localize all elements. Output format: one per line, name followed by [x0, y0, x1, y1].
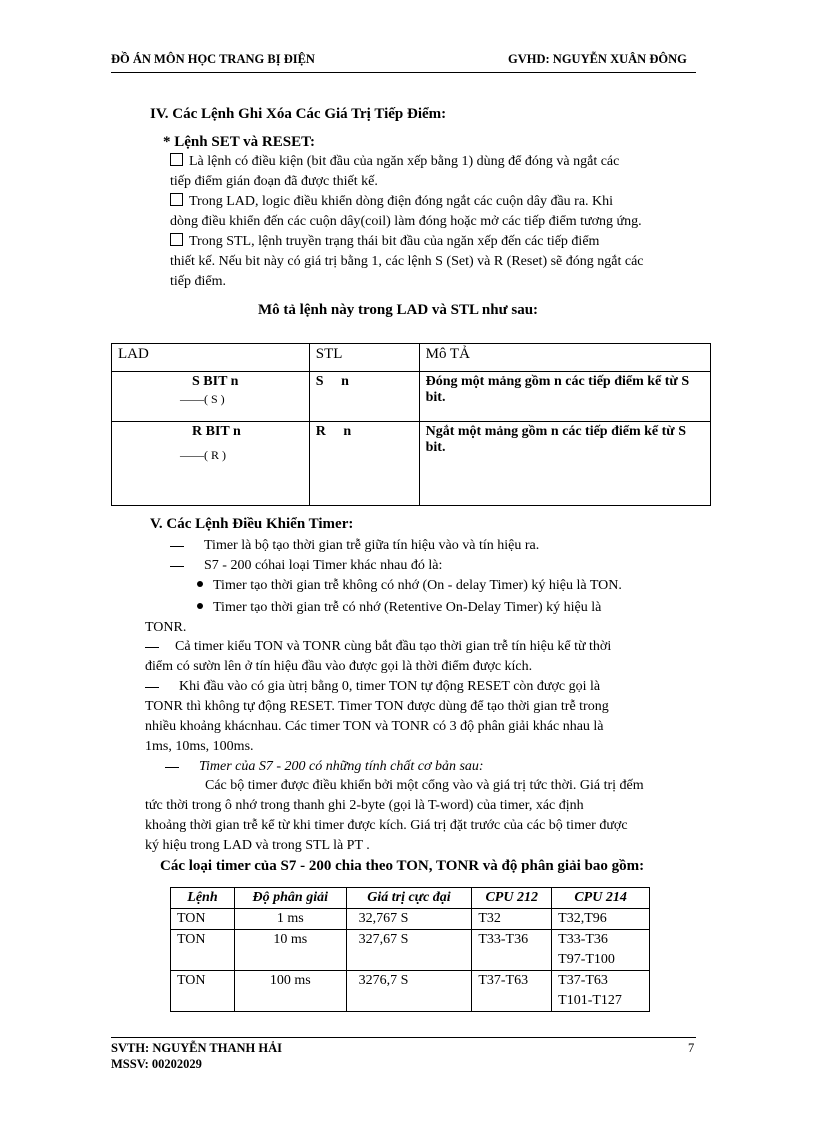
s5-p1-line2: điểm có sườn lên ở tín hiệu đầu vào được gọi là thời điểm được kích.	[145, 659, 533, 674]
table-row: TON 100 ms 3276,7 S T37-T63 T37-T63 T101-T127	[171, 971, 650, 1012]
s5-bullet1: Timer tạo thời gian trễ không có nhớ (On - delay Timer) ký hiệu là TON.	[197, 576, 622, 596]
section4-subheading: * Lệnh SET và RESET:	[163, 134, 315, 150]
timer-table	[170, 887, 650, 1012]
dot-bullet-icon	[197, 603, 203, 609]
lad-label: R BIT n	[192, 424, 241, 439]
s5-p3-line3: khoảng thời gian trễ kể từ khi timer được kích. Giá trị đặt trước của các bộ timer được	[145, 818, 628, 833]
table2-caption: Các loại timer của S7 - 200 chia theo TON, TONR và độ phân giải bao gồm:	[160, 858, 645, 874]
dash-bullet-icon	[165, 767, 179, 768]
table2-header: CPU 212	[472, 888, 552, 909]
table1-cell-lad	[112, 422, 310, 506]
section4-heading: IV. Các Lệnh Ghi Xóa Các Giá Trị Tiếp Điểm:	[150, 106, 447, 122]
s5-bullet2: Timer tạo thời gian trễ có nhớ (Retentive On-Delay Timer) ký hiệu là	[197, 598, 601, 618]
bullet-box-icon	[170, 153, 183, 166]
para1-line1: Là lệnh có điều kiện (bit đầu của ngăn xếp bằng 1) dùng để đóng và ngắt các	[170, 152, 619, 172]
table1-cell-desc: Đóng một mảng gồm n các tiếp điểm kể từ S bit.	[419, 372, 710, 422]
reset-coil-icon: ——( R )	[180, 448, 226, 462]
para3-line3: tiếp điểm.	[170, 274, 226, 289]
header-left: ĐỒ ÁN MÔN HỌC TRANG BỊ ĐIỆN	[111, 52, 315, 66]
dash-bullet-icon	[170, 566, 184, 567]
table1-header-desc: Mô TẢ	[419, 344, 710, 372]
para2-line2: dòng điều khiển đến các cuộn dây(coil) làm đóng hoặc mở các tiếp điểm tương ứng.	[170, 214, 642, 229]
table1-cell-desc: Ngắt một mảng gồm n các tiếp điểm kể từ S bit.	[419, 422, 710, 506]
table1-header-lad: LAD	[112, 344, 310, 372]
table2-header: Độ phân giải	[234, 888, 346, 909]
header-rule	[111, 72, 696, 73]
page-number: 7	[688, 1041, 695, 1055]
lad-stl-table	[111, 343, 711, 506]
s5-p3-line1: Các bộ timer được điều khiển bởi một cổng vào và giá trị tức thời. Giá trị đếm	[205, 778, 644, 793]
para3-line2: thiết kế. Nếu bit này có giá trị bằng 1, các lệnh S (Set) và R (Reset) sẽ đóng ngắt các	[170, 254, 644, 269]
table-row: TON 10 ms 327,67 S T33-T36 T33-T36 T97-T100	[171, 930, 650, 971]
bullet-box-icon	[170, 233, 183, 246]
table2-header: Giá trị cực đại	[346, 888, 472, 909]
dot-bullet-icon	[197, 581, 203, 587]
s5-line2: S7 - 200 cóhai loại Timer khác nhau đó là:	[170, 556, 442, 576]
para2-line1: Trong LAD, logic điều khiển dòng điện đóng ngắt các cuộn dây đầu ra. Khi	[170, 192, 613, 212]
s5-p3-line4: ký hiệu trong LAD và trong STL là PT .	[145, 838, 370, 853]
section5-heading: V. Các Lệnh Điều Khiển Timer:	[150, 516, 354, 532]
dash-bullet-icon	[170, 546, 184, 547]
table1-cell-stl: R n	[309, 422, 419, 506]
s5-p1-line1: Cả timer kiểu TON và TONR cùng bắt đầu tạo thời gian trễ tín hiệu kể từ thời	[145, 637, 611, 657]
table1-header-stl: STL	[309, 344, 419, 372]
s5-p3-title: Timer của S7 - 200 có những tính chất cơ bản sau:	[165, 757, 484, 777]
set-coil-icon: ——( S )	[180, 392, 225, 406]
dash-bullet-icon	[145, 687, 159, 688]
table1-caption: Mô tả lệnh này trong LAD và STL như sau:	[258, 302, 539, 318]
bullet-box-icon	[170, 193, 183, 206]
s5-p2-line2: TONR thì không tự động RESET. Timer TON được dùng để tạo thời gian trễ trong	[145, 699, 609, 714]
para3-line1: Trong STL, lệnh truyền trạng thái bit đầu của ngăn xếp đến các tiếp điểm	[170, 232, 599, 252]
footer-author: SVTH: NGUYỄN THANH HẢI	[111, 1041, 282, 1055]
s5-p3-line2: tức thời trong ô nhớ trong thanh ghi 2-byte (gọi là T-word) của timer, xác định	[145, 798, 584, 813]
s5-p2-line3: nhiều khoảng khácnhau. Các timer TON và TONR có 3 độ phân giải khác nhau là	[145, 719, 604, 734]
table1-cell-stl: S n	[309, 372, 419, 422]
header-right: GVHD: NGUYỄN XUÂN ĐÔNG	[508, 52, 687, 66]
lad-label: S BIT n	[192, 374, 239, 389]
table2-header: CPU 214	[552, 888, 650, 909]
footer-rule	[111, 1037, 696, 1038]
table2-header: Lệnh	[171, 888, 235, 909]
dash-bullet-icon	[145, 647, 159, 648]
s5-line1: Timer là bộ tạo thời gian trễ giữa tín hiệu vào và tín hiệu ra.	[170, 536, 539, 556]
table-row: TON 1 ms 32,767 S T32 T32,T96	[171, 909, 650, 930]
s5-bullet2-cont: TONR.	[145, 620, 187, 635]
footer-student-id: MSSV: 00202029	[111, 1057, 202, 1071]
para1-line2: tiếp điểm gián đoạn đã được thiết kế.	[170, 174, 378, 189]
s5-p2-line1: Khi đầu vào có gia ùtrị bằng 0, timer TON tự động RESET còn được gọi là	[145, 677, 600, 697]
table1-cell-lad	[112, 372, 310, 422]
s5-p2-line4: 1ms, 10ms, 100ms.	[145, 739, 254, 754]
